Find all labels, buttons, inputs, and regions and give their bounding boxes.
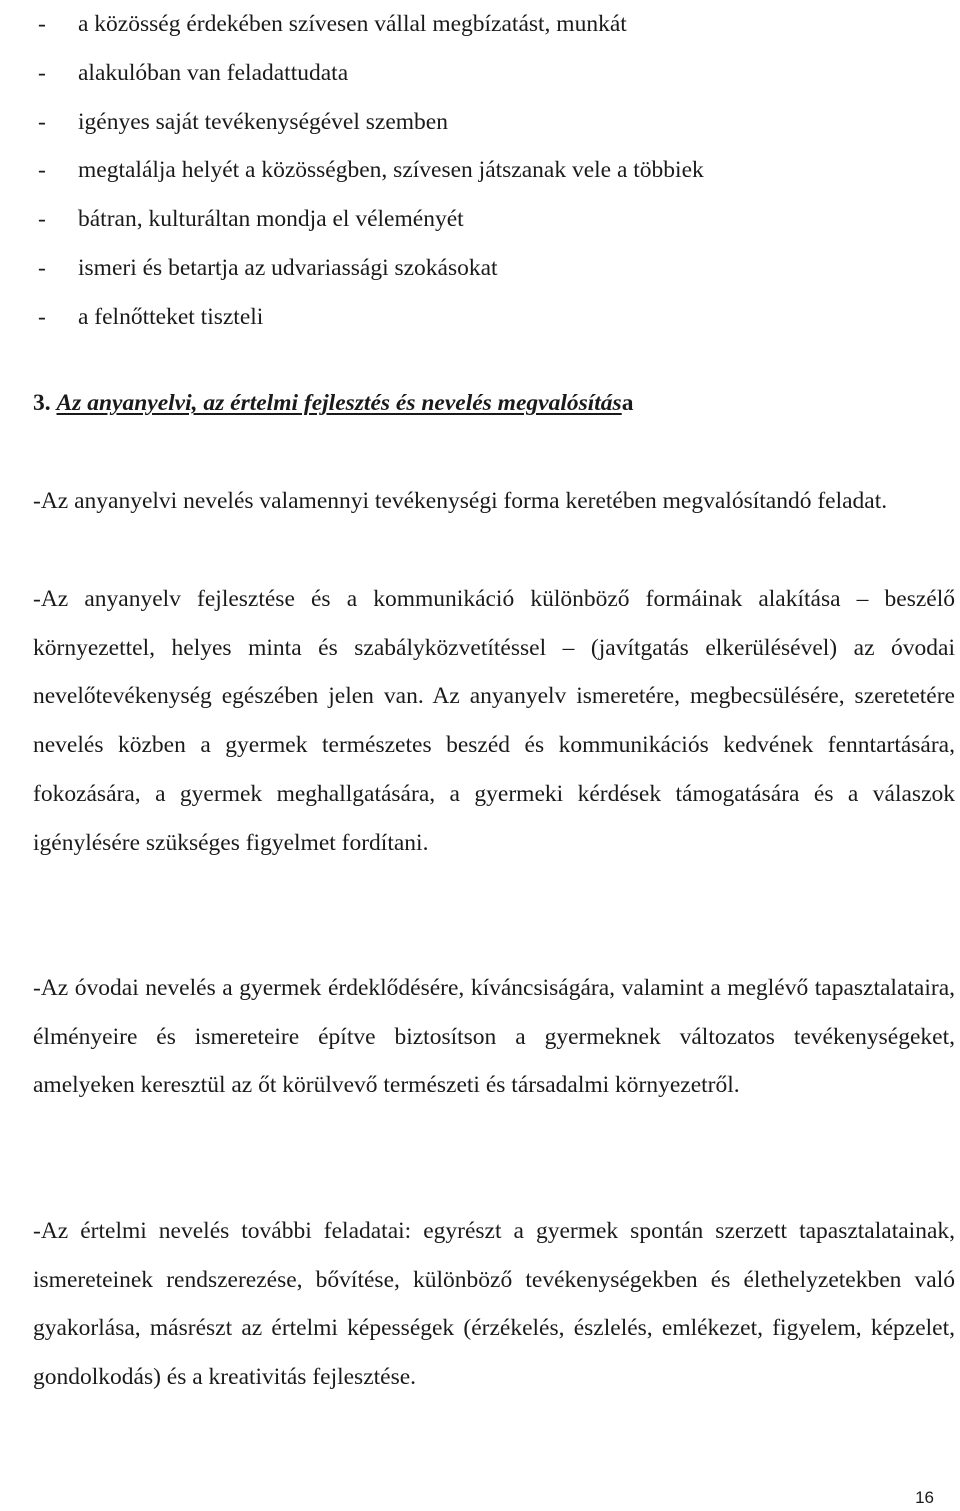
list-item [38, 195, 938, 244]
paragraph-anyanyelvi-neveles: -Az anyanyelvi nevelés valamennyi tevékenységi forma keretében megvalósítandó feladat. [33, 488, 888, 514]
bullet-dash: - [38, 108, 46, 135]
list-item [38, 244, 938, 293]
bullet-text: a felnőtteket tiszteli [78, 303, 264, 330]
bullet-text: ismeri és betartja az udvariassági szokásokat [78, 254, 498, 281]
bullet-dash: - [38, 254, 46, 281]
paragraph-ovodai-neveles: -Az óvodai nevelés a gyermek érdeklődésére, kíváncsiságára, valamint a meglévő tapasztalataira, élményeire és ismereteire építve biztosítson a gyermeknek változatos tevékenységeket, amelyeken keresztül az őt körülvevő természeti és társadalmi környezetről. [33, 975, 955, 1099]
bullet-list [38, 0, 938, 342]
paragraph-ertelmi-neveles: -Az értelmi nevelés további feladatai: egyrészt a gyermek spontán szerzett tapasztalatainak, ismereteinek rendszerezése, bővítése, különböző tevékenységekben és élethelyzetekben való gyakorlása, másrészt az értelmi képességek (érzékelés, észlelés, emlékezet, figyelem, képzelet, gondolkodás) és a kreativitás fejlesztése. [33, 1218, 955, 1391]
bullet-dash: - [38, 157, 46, 184]
bullet-dash: - [38, 59, 46, 86]
section-number: 3. [33, 390, 51, 416]
section-heading [33, 381, 633, 425]
bullet-dash: - [38, 206, 46, 233]
bullet-text: a közösség érdekében szívesen vállal megbízatást, munkát [78, 11, 627, 37]
bullet-text: alakulóban van feladattudata [78, 59, 349, 86]
list-item [38, 49, 938, 98]
list-item [38, 98, 938, 147]
bullet-dash: - [38, 11, 46, 37]
list-item [38, 146, 938, 195]
bullet-text: bátran, kulturáltan mondja el véleményét [78, 206, 464, 233]
bullet-text: igényes saját tevékenységével szemben [78, 108, 448, 135]
list-item [38, 0, 938, 49]
bullet-text: megtalálja helyét a közösségben, szívesen játszanak vele a többiek [78, 157, 704, 184]
section-title: Az anyanyelvi, az értelmi fejlesztés és nevelés megvalósítás [56, 390, 622, 416]
paragraph-anyanyelv-fejlesztese: -Az anyanyelv fejlesztése és a kommunikáció különböző formáinak alakítása – beszélő környezettel, helyes minta és szabályközvetítéssel – (javítgatás elkerülésével) az óvodai nevelőtevékenység egészében jelen van. Az anyanyelv ismeretére, megbecsülésére, szeretetére nevelés közben a gyermek természetes beszéd és kommunikációs kedvének fenntartására, fokozására, a gyermek meghallgatására, a gyermeki kérdések támogatására és a válaszok igénylésére szükséges figyelmet fordítani. [33, 586, 955, 856]
bullet-dash: - [38, 303, 46, 330]
list-item [38, 293, 938, 342]
section-title-tail: a [621, 390, 634, 416]
page-number: 16 [915, 1488, 934, 1507]
